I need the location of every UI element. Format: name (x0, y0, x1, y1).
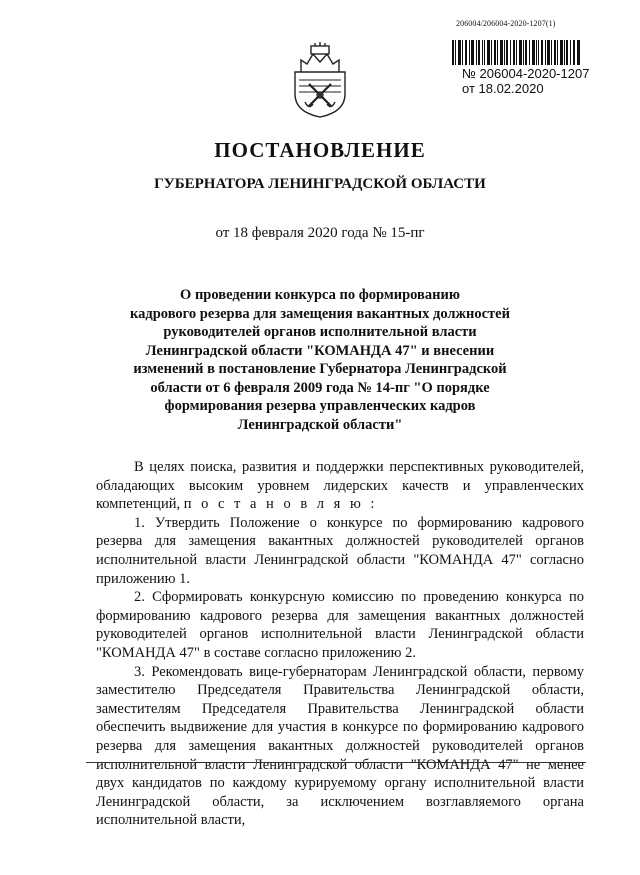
title-line: Ленинградской области" (237, 416, 403, 433)
barcode-icon (452, 40, 580, 65)
document-id: 206004/206004-2020-1207(1) (456, 19, 556, 28)
decree-word: п о с т а н о в л я ю : (183, 496, 378, 513)
title-line: руководителей органов исполнительной власти (163, 324, 477, 340)
intro-paragraph (96, 458, 584, 514)
document-title (120, 286, 520, 434)
title-line: О проведении конкурса по формированию (180, 287, 460, 303)
title-line: кадрового резерва для замещения вакантных должностей (130, 305, 510, 322)
clause-3: 3. Рекомендовать вице-губернаторам Ленинградской области, первому заместителю Председателя Правительства Ленинградской области, заместителям Председателя Правительства Ленинградской области обеспечить выдвижение для участия в конкурсе по формированию кадрового резерва для замещения вакантных должностей руководителей органов исполнительной власти Ленинградской области "КОМАНДА 47" не менее двух кандидатов по каждому курируемому органу исполнительной власти Ленинградской области, за исключением возглавляемого органа исполнительной власти, (96, 663, 584, 829)
clause-2: 2. Сформировать конкурсную комиссию по проведению конкурса по формированию кадрового резерва для замещения вакантных должностей руководителей органов исполнительной власти Ленинградской области "КОМАНДА 47" в составе согласно приложению 2. (96, 589, 584, 661)
registration-number: № 206004-2020-1207 (462, 66, 590, 81)
document-date-number: от 18 февраля 2020 года № 15-пг (215, 225, 425, 241)
title-line: формирования резерва управленческих кадров (164, 398, 476, 414)
intro-text: В целях поиска, развития и поддержки перспективных руководителей, обладающих высоким уровнем лидерских качеств и управленческих компетенций, (96, 459, 584, 513)
document-body (96, 458, 584, 830)
issuing-authority: ГУБЕРНАТОРА ЛЕНИНГРАДСКОЙ ОБЛАСТИ (154, 176, 486, 192)
coat-of-arms-icon (291, 42, 349, 119)
title-line: Ленинградской области "КОМАНДА 47" и внесении (145, 342, 495, 359)
clause-1: 1. Утвердить Положение о конкурсе по формированию кадрового резерва для замещения вакантных должностей руководителей органов исполнительной власти Ленинградской области "КОМАНДА 47" согласно приложению 1. (96, 514, 584, 587)
title-line: области от 6 февраля 2009 года № 14-пг "О порядке (150, 379, 490, 396)
registration-date: от 18.02.2020 (462, 81, 544, 96)
scan-fold-line (86, 762, 586, 763)
title-line: изменений в постановление Губернатора Ленинградской (133, 361, 507, 377)
document-type: ПОСТАНОВЛЕНИЕ (214, 138, 426, 162)
